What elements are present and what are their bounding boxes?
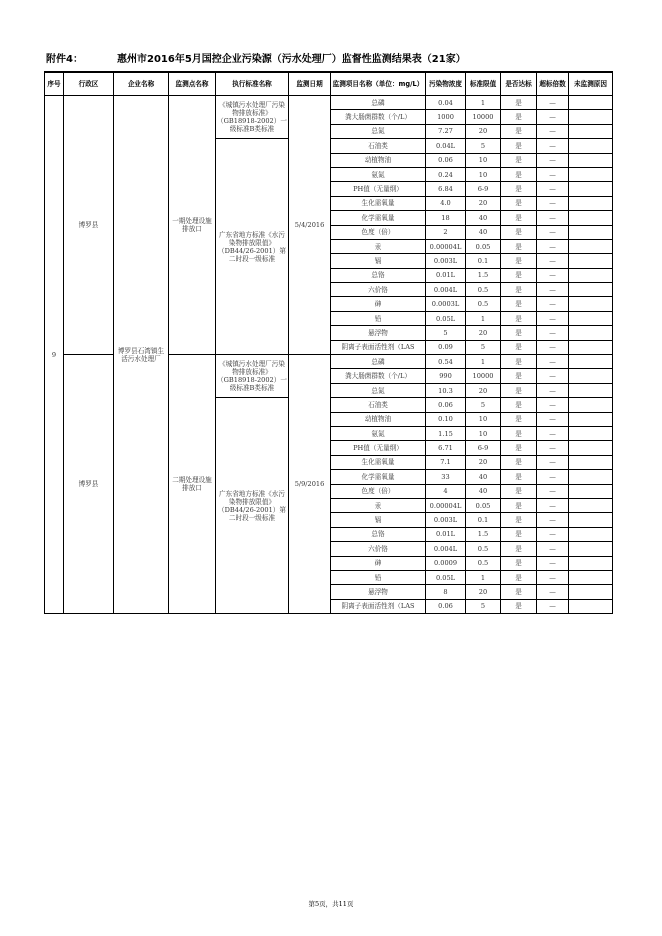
compliance-cell: 是 — [501, 254, 537, 268]
compliance-cell: 是 — [501, 527, 537, 541]
reason-cell — [569, 124, 613, 138]
limit-cell: 0.5 — [466, 283, 501, 297]
item-cell: 铅 — [331, 311, 426, 325]
compliance-cell: 是 — [501, 484, 537, 498]
concentration-cell: 0.0009 — [426, 556, 466, 570]
reason-cell — [569, 211, 613, 225]
company-cell: 博罗县石湾镇生活污水处理厂 — [114, 96, 169, 614]
concentration-cell: 4.0 — [426, 196, 466, 210]
item-cell: 总磷 — [331, 355, 426, 369]
limit-cell: 0.05 — [466, 498, 501, 512]
item-cell: 总磷 — [331, 96, 426, 110]
limit-cell: 1.5 — [466, 268, 501, 282]
item-cell: 镉 — [331, 513, 426, 527]
concentration-cell: 8 — [426, 585, 466, 599]
reason-cell — [569, 96, 613, 110]
concentration-cell: 4 — [426, 484, 466, 498]
exceed-cell: — — [537, 412, 569, 426]
reason-cell — [569, 513, 613, 527]
column-header: 是否达标 — [501, 72, 537, 96]
concentration-cell: 1.15 — [426, 426, 466, 440]
reason-cell — [569, 484, 613, 498]
concentration-cell: 7.1 — [426, 455, 466, 469]
standard-cell: 《城镇污水处理厂污染物排放标准》（GB18918-2002）一级标准B类标准 — [216, 355, 289, 398]
header-row — [45, 72, 613, 96]
compliance-cell: 是 — [501, 355, 537, 369]
exceed-cell: — — [537, 484, 569, 498]
exceed-cell: — — [537, 498, 569, 512]
limit-cell: 40 — [466, 470, 501, 484]
concentration-cell: 0.09 — [426, 340, 466, 354]
limit-cell: 5 — [466, 398, 501, 412]
limit-cell: 20 — [466, 585, 501, 599]
reason-cell — [569, 369, 613, 383]
item-cell: 粪大肠菌群数（个/L） — [331, 369, 426, 383]
concentration-cell: 0.06 — [426, 398, 466, 412]
concentration-cell: 10.3 — [426, 383, 466, 397]
item-cell: 色度（倍） — [331, 225, 426, 239]
column-header: 执行标准名称 — [216, 72, 289, 96]
item-cell: 总氮 — [331, 124, 426, 138]
concentration-cell: 0.01L — [426, 268, 466, 282]
compliance-cell: 是 — [501, 211, 537, 225]
concentration-cell: 2 — [426, 225, 466, 239]
exceed-cell: — — [537, 426, 569, 440]
exceed-cell: — — [537, 340, 569, 354]
table-row — [45, 96, 613, 110]
exceed-cell: — — [537, 110, 569, 124]
exceed-cell: — — [537, 196, 569, 210]
compliance-cell: 是 — [501, 326, 537, 340]
concentration-cell: 33 — [426, 470, 466, 484]
reason-cell — [569, 527, 613, 541]
compliance-cell: 是 — [501, 369, 537, 383]
reason-cell — [569, 196, 613, 210]
monitor-point-cell: 二期处理设施排放口 — [169, 355, 216, 614]
limit-cell: 20 — [466, 124, 501, 138]
exceed-cell: — — [537, 124, 569, 138]
reason-cell — [569, 283, 613, 297]
exceed-cell: — — [537, 139, 569, 153]
exceed-cell: — — [537, 398, 569, 412]
limit-cell: 1.5 — [466, 527, 501, 541]
item-cell: 氨氮 — [331, 167, 426, 181]
column-header: 未监测原因 — [569, 72, 613, 96]
reason-cell — [569, 441, 613, 455]
concentration-cell: 18 — [426, 211, 466, 225]
item-cell: PH值（无量纲） — [331, 441, 426, 455]
compliance-cell: 是 — [501, 470, 537, 484]
compliance-cell: 是 — [501, 498, 537, 512]
item-cell: 色度（倍） — [331, 484, 426, 498]
exceed-cell: — — [537, 542, 569, 556]
item-cell: 阴离子表面活性剂（LAS — [331, 599, 426, 613]
limit-cell: 20 — [466, 383, 501, 397]
reason-cell — [569, 182, 613, 196]
concentration-cell: 0.24 — [426, 167, 466, 181]
standard-cell: 广东省地方标准《水污染物排放限值》（DB44/26-2001）第二时段一级标准 — [216, 139, 289, 355]
exceed-cell: — — [537, 254, 569, 268]
limit-cell: 0.05 — [466, 239, 501, 253]
concentration-cell: 0.01L — [426, 527, 466, 541]
reason-cell — [569, 470, 613, 484]
reason-cell — [569, 297, 613, 311]
item-cell: 六价铬 — [331, 283, 426, 297]
exceed-cell: — — [537, 383, 569, 397]
item-cell: 六价铬 — [331, 542, 426, 556]
concentration-cell: 0.05L — [426, 311, 466, 325]
date-cell: 5/4/2016 — [289, 96, 331, 355]
reason-cell — [569, 455, 613, 469]
reason-cell — [569, 599, 613, 613]
item-cell: 生化需氧量 — [331, 455, 426, 469]
limit-cell: 10 — [466, 153, 501, 167]
concentration-cell: 0.004L — [426, 542, 466, 556]
compliance-cell: 是 — [501, 139, 537, 153]
date-cell: 5/9/2016 — [289, 355, 331, 614]
compliance-cell: 是 — [501, 124, 537, 138]
item-cell: PH值（无量纲） — [331, 182, 426, 196]
title-row — [44, 50, 612, 66]
compliance-cell: 是 — [501, 196, 537, 210]
exceed-cell: — — [537, 556, 569, 570]
compliance-cell: 是 — [501, 311, 537, 325]
reason-cell — [569, 254, 613, 268]
limit-cell: 20 — [466, 326, 501, 340]
item-cell: 阴离子表面活性剂（LAS — [331, 340, 426, 354]
limit-cell: 1 — [466, 311, 501, 325]
compliance-cell: 是 — [501, 297, 537, 311]
reason-cell — [569, 268, 613, 282]
exceed-cell: — — [537, 311, 569, 325]
monitor-point-cell: 一期处理设施排放口 — [169, 96, 216, 355]
concentration-cell: 6.71 — [426, 441, 466, 455]
reason-cell — [569, 225, 613, 239]
compliance-cell: 是 — [501, 96, 537, 110]
item-cell: 氨氮 — [331, 426, 426, 440]
compliance-cell: 是 — [501, 441, 537, 455]
column-header: 行政区 — [64, 72, 114, 96]
limit-cell: 0.1 — [466, 513, 501, 527]
limit-cell: 10 — [466, 426, 501, 440]
exceed-cell: — — [537, 239, 569, 253]
exceed-cell: — — [537, 225, 569, 239]
concentration-cell: 0.05L — [426, 570, 466, 584]
exceed-cell: — — [537, 599, 569, 613]
exceed-cell: — — [537, 268, 569, 282]
limit-cell: 10000 — [466, 110, 501, 124]
column-header: 企业名称 — [114, 72, 169, 96]
page-footer: 第5页，共11页 — [308, 900, 354, 908]
attachment-label: 附件4： — [46, 54, 83, 65]
compliance-cell: 是 — [501, 182, 537, 196]
concentration-cell: 0.00004L — [426, 239, 466, 253]
concentration-cell: 0.00004L — [426, 498, 466, 512]
item-cell: 石油类 — [331, 139, 426, 153]
compliance-cell: 是 — [501, 153, 537, 167]
reason-cell — [569, 383, 613, 397]
reason-cell — [569, 355, 613, 369]
reason-cell — [569, 311, 613, 325]
compliance-cell: 是 — [501, 570, 537, 584]
compliance-cell: 是 — [501, 455, 537, 469]
item-cell: 铅 — [331, 570, 426, 584]
exceed-cell: — — [537, 369, 569, 383]
limit-cell: 40 — [466, 211, 501, 225]
item-cell: 粪大肠菌群数（个/L） — [331, 110, 426, 124]
reason-cell — [569, 326, 613, 340]
limit-cell: 20 — [466, 196, 501, 210]
item-cell: 砷 — [331, 297, 426, 311]
exceed-cell: — — [537, 585, 569, 599]
compliance-cell: 是 — [501, 167, 537, 181]
concentration-cell: 1000 — [426, 110, 466, 124]
limit-cell: 20 — [466, 455, 501, 469]
exceed-cell: — — [537, 297, 569, 311]
limit-cell: 6-9 — [466, 441, 501, 455]
concentration-cell: 6.84 — [426, 182, 466, 196]
item-cell: 总铬 — [331, 268, 426, 282]
item-cell: 生化需氧量 — [331, 196, 426, 210]
reason-cell — [569, 139, 613, 153]
compliance-cell: 是 — [501, 556, 537, 570]
limit-cell: 1 — [466, 355, 501, 369]
limit-cell: 5 — [466, 139, 501, 153]
column-header: 污染物浓度 — [426, 72, 466, 96]
reason-cell — [569, 239, 613, 253]
compliance-cell: 是 — [501, 412, 537, 426]
limit-cell: 0.5 — [466, 556, 501, 570]
standard-cell: 广东省地方标准《水污染物排放限值》（DB44/26-2001）第二时段一级标准 — [216, 398, 289, 614]
column-header: 监测项目名称（单位：mg/L） — [331, 72, 426, 96]
district-cell: 博罗县 — [64, 355, 114, 614]
compliance-cell: 是 — [501, 340, 537, 354]
limit-cell: 6-9 — [466, 182, 501, 196]
item-cell: 石油类 — [331, 398, 426, 412]
reason-cell — [569, 340, 613, 354]
column-header: 标准限值 — [466, 72, 501, 96]
exceed-cell: — — [537, 211, 569, 225]
reason-cell — [569, 110, 613, 124]
reason-cell — [569, 556, 613, 570]
concentration-cell: 990 — [426, 369, 466, 383]
item-cell: 动植物油 — [331, 153, 426, 167]
limit-cell: 0.5 — [466, 542, 501, 556]
exceed-cell: — — [537, 455, 569, 469]
concentration-cell: 0.04 — [426, 96, 466, 110]
compliance-cell: 是 — [501, 268, 537, 282]
concentration-cell: 0.54 — [426, 355, 466, 369]
compliance-cell: 是 — [501, 599, 537, 613]
column-header: 监测日期 — [289, 72, 331, 96]
exceed-cell: — — [537, 167, 569, 181]
reason-cell — [569, 412, 613, 426]
concentration-cell: 0.04L — [426, 139, 466, 153]
exceed-cell: — — [537, 527, 569, 541]
limit-cell: 10 — [466, 412, 501, 426]
exceed-cell: — — [537, 470, 569, 484]
concentration-cell: 0.0003L — [426, 297, 466, 311]
reason-cell — [569, 167, 613, 181]
compliance-cell: 是 — [501, 426, 537, 440]
limit-cell: 40 — [466, 484, 501, 498]
district-cell: 博罗县 — [64, 96, 114, 355]
item-cell: 悬浮物 — [331, 326, 426, 340]
limit-cell: 0.1 — [466, 254, 501, 268]
compliance-cell: 是 — [501, 398, 537, 412]
reason-cell — [569, 585, 613, 599]
compliance-cell: 是 — [501, 225, 537, 239]
reason-cell — [569, 426, 613, 440]
concentration-cell: 5 — [426, 326, 466, 340]
exceed-cell: — — [537, 513, 569, 527]
exceed-cell: — — [537, 355, 569, 369]
item-cell: 汞 — [331, 239, 426, 253]
concentration-cell: 7.27 — [426, 124, 466, 138]
exceed-cell: — — [537, 570, 569, 584]
limit-cell: 10 — [466, 167, 501, 181]
column-header: 序号 — [45, 72, 64, 96]
standard-cell: 《城镇污水处理厂污染物排放标准》（GB18918-2002）一级标准B类标准 — [216, 96, 289, 139]
concentration-cell: 0.06 — [426, 599, 466, 613]
seq-cell: 9 — [45, 96, 64, 614]
limit-cell: 40 — [466, 225, 501, 239]
exceed-cell: — — [537, 96, 569, 110]
exceed-cell: — — [537, 283, 569, 297]
item-cell: 动植物油 — [331, 412, 426, 426]
limit-cell: 5 — [466, 340, 501, 354]
exceed-cell: — — [537, 326, 569, 340]
concentration-cell: 0.003L — [426, 513, 466, 527]
limit-cell: 10000 — [466, 369, 501, 383]
compliance-cell: 是 — [501, 542, 537, 556]
concentration-cell: 0.10 — [426, 412, 466, 426]
reason-cell — [569, 570, 613, 584]
compliance-cell: 是 — [501, 585, 537, 599]
limit-cell: 1 — [466, 570, 501, 584]
item-cell: 总氮 — [331, 383, 426, 397]
item-cell: 镉 — [331, 254, 426, 268]
reason-cell — [569, 542, 613, 556]
item-cell: 化学需氧量 — [331, 211, 426, 225]
page-title: 惠州市2016年5月国控企业污染源（污水处理厂）监督性监测结果表（21家） — [117, 54, 466, 65]
reason-cell — [569, 153, 613, 167]
item-cell: 砷 — [331, 556, 426, 570]
limit-cell: 1 — [466, 96, 501, 110]
item-cell: 悬浮物 — [331, 585, 426, 599]
reason-cell — [569, 398, 613, 412]
limit-cell: 0.5 — [466, 297, 501, 311]
compliance-cell: 是 — [501, 239, 537, 253]
item-cell: 总铬 — [331, 527, 426, 541]
concentration-cell: 0.06 — [426, 153, 466, 167]
item-cell: 化学需氧量 — [331, 470, 426, 484]
concentration-cell: 0.003L — [426, 254, 466, 268]
limit-cell: 5 — [466, 599, 501, 613]
compliance-cell: 是 — [501, 383, 537, 397]
compliance-cell: 是 — [501, 110, 537, 124]
item-cell: 汞 — [331, 498, 426, 512]
compliance-cell: 是 — [501, 283, 537, 297]
concentration-cell: 0.004L — [426, 283, 466, 297]
column-header: 监测点名称 — [169, 72, 216, 96]
column-header: 超标倍数 — [537, 72, 569, 96]
exceed-cell: — — [537, 182, 569, 196]
exceed-cell: — — [537, 441, 569, 455]
compliance-cell: 是 — [501, 513, 537, 527]
exceed-cell: — — [537, 153, 569, 167]
reason-cell — [569, 498, 613, 512]
results-table — [44, 71, 613, 614]
